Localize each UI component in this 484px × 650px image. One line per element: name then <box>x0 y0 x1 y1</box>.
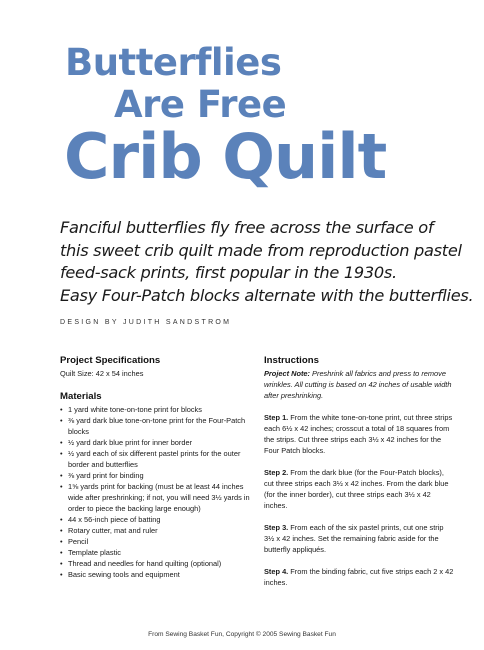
title-line-3: Crib Quilt <box>64 120 387 193</box>
bullet-icon: • <box>60 471 63 480</box>
step-1 <box>264 412 454 456</box>
bullet-icon: • <box>60 559 63 568</box>
step-text: From each of the six pastel prints, cut one strip 3½ x 42 inches. Set the remaining fabric aside for the butterfly appliqués. <box>264 523 444 554</box>
step-label: Step 2. <box>264 468 289 477</box>
step-label: Step 3. <box>264 523 289 532</box>
materials-list <box>60 404 250 580</box>
bullet-icon: • <box>60 416 63 425</box>
step-label: Step 1. <box>264 413 289 422</box>
list-item: • Thread and needles for hand quilting (optional) <box>60 559 222 568</box>
step-label: Step 4. <box>264 567 289 576</box>
bullet-icon: • <box>60 515 63 524</box>
bullet-icon: • <box>60 537 63 546</box>
instructions-heading: Instructions <box>264 355 319 366</box>
materials-heading: Materials <box>60 391 102 402</box>
list-item: • 44 x 56-inch piece of batting <box>60 515 161 524</box>
specifications-heading: Project Specifications <box>60 355 161 366</box>
right-column <box>264 355 454 588</box>
title-line-1: Butterflies <box>65 41 282 84</box>
intro-paragraph <box>60 217 474 307</box>
intro-line: Fanciful butterflies fly free across the surface of <box>60 218 434 237</box>
list-item: • ⅜ yard print for binding <box>60 471 144 480</box>
list-item: • 1⅝ yards print for backing (must be at least 44 inches wide after preshrinking; if not, you will need 3½ yards in order to piece the backing large enough) <box>60 482 250 513</box>
project-note <box>264 368 454 401</box>
project-note-text: Preshrink all fabrics and press to remove wrinkles. All cutting is based on 42 inches of usable width after preshrinking. <box>264 369 452 400</box>
list-item: • ½ yard dark blue print for inner border <box>60 438 193 447</box>
intro-line: this sweet crib quilt made from reproduction pastel <box>60 240 462 260</box>
title-line-2: Are Free <box>114 83 287 126</box>
step-text: From the dark blue (for the Four-Patch blocks), cut three strips each 3½ x 42 inches. From the dark blue (for the inner border), cut three strips each 3½ x 42 inches. <box>264 468 449 510</box>
quilt-size: Quilt Size: 42 x 54 inches <box>60 369 144 378</box>
bullet-icon: • <box>60 548 63 557</box>
bullet-icon: • <box>60 482 63 491</box>
step-text: From the white tone-on-tone print, cut three strips each 6½ x 42 inches; crosscut a total of 18 squares from the strips. Cut three strips each 3½ x 42 inches for the Four Patch blocks. <box>264 413 453 455</box>
bullet-icon: • <box>60 570 63 579</box>
bullet-icon: • <box>60 438 63 447</box>
designer-byline: DESIGN BY JUDITH SANDSTROM <box>60 319 232 326</box>
list-item: • Template plastic <box>60 548 121 557</box>
project-note-label: Project Note: <box>264 369 310 378</box>
bullet-icon: • <box>60 449 63 458</box>
intro-line: Easy Four-Patch blocks alternate with the butterflies. <box>60 285 474 305</box>
list-item: • ⅜ yard dark blue tone-on-tone print for the Four-Patch blocks <box>60 416 246 436</box>
copyright-footer: From Sewing Basket Fun, Copyright © 2005 Sewing Basket Fun <box>148 631 336 638</box>
list-item: • 1 yard white tone-on-tone print for blocks <box>60 405 202 414</box>
list-item: • Basic sewing tools and equipment <box>60 570 180 579</box>
intro-line: feed-sack prints, first popular in the 1930s. <box>60 263 397 282</box>
step-text: From the binding fabric, cut five strips each 2 x 42 inches. <box>264 567 454 587</box>
left-column <box>60 355 250 580</box>
step-3 <box>264 522 454 555</box>
step-2 <box>264 467 454 511</box>
list-item: • Pencil <box>60 537 89 546</box>
list-item: • ½ yard each of six different pastel prints for the outer border and butterflies <box>60 449 241 469</box>
step-4 <box>264 566 454 588</box>
list-item: • Rotary cutter, mat and ruler <box>60 526 158 535</box>
bullet-icon: • <box>60 405 63 414</box>
bullet-icon: • <box>60 526 63 535</box>
